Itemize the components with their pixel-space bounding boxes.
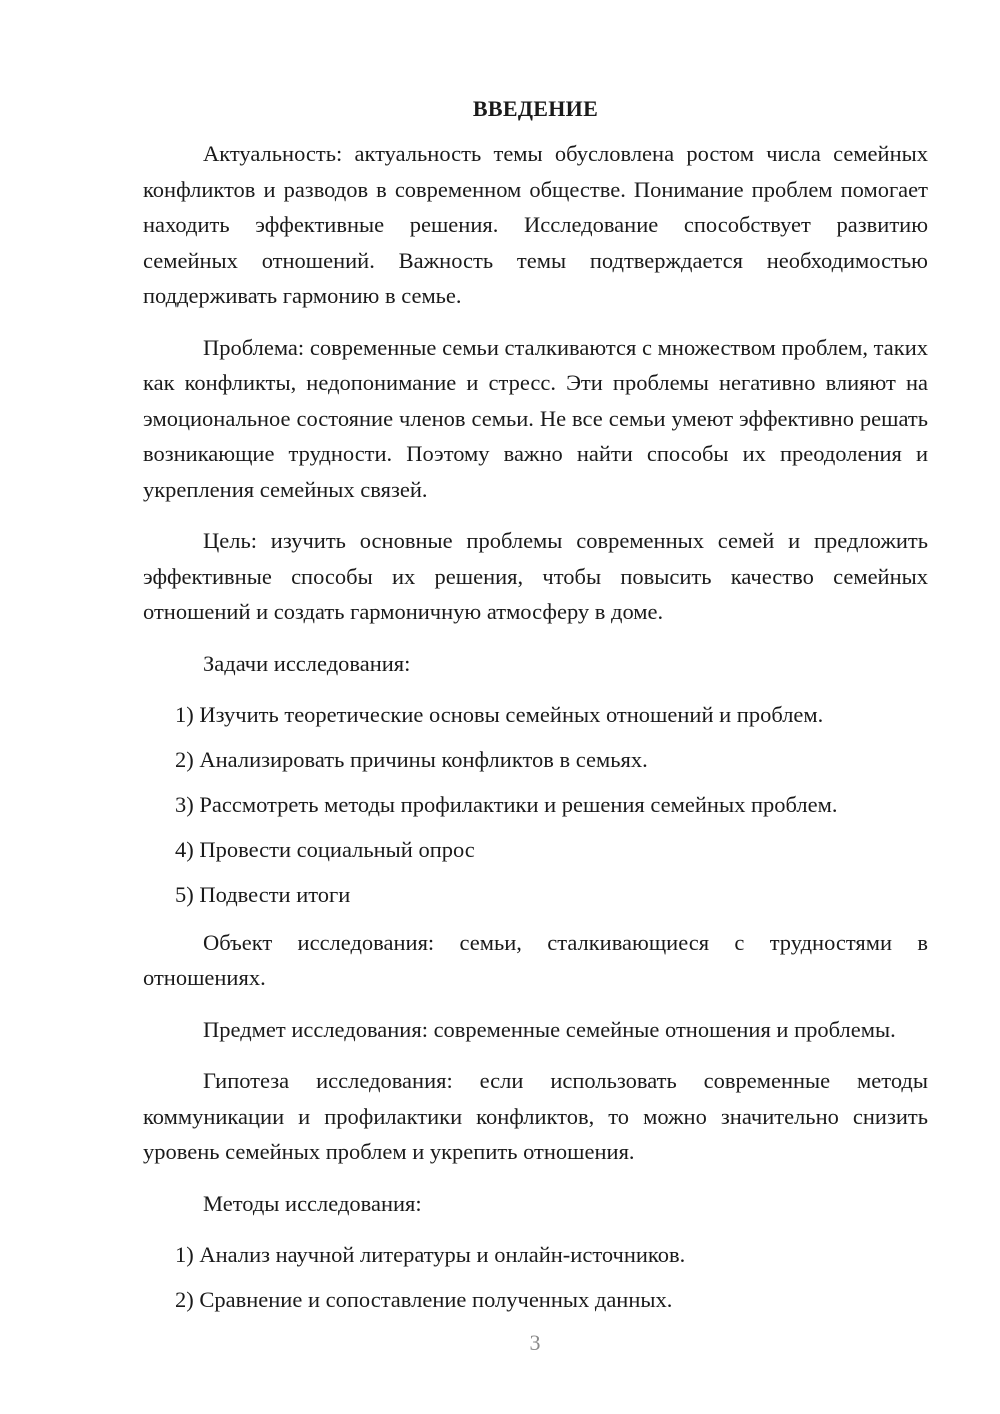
object-paragraph: Объект исследования: семьи, сталкивающиеся с трудностями в отношениях. [143,929,928,990]
goal-paragraph: Цель: изучить основные проблемы современных семей и предложить эффективные способы их решения, чтобы повысить качество семейных отношений и создать гармоничную атмосферу в доме. [143,528,928,624]
section-title: ВВЕДЕНИЕ [472,96,599,121]
task-item-1: 1) Изучить теоретические основы семейных отношений и проблем. [175,702,824,727]
task-item-3: 3) Рассмотреть методы профилактики и решения семейных проблем. [175,792,838,817]
method-item-1: 1) Анализ научной литературы и онлайн-источников. [175,1242,686,1267]
subject-paragraph: Предмет исследования: современные семейные отношения и проблемы. [203,1016,896,1042]
page-number: 3 [529,1330,541,1355]
task-item-5: 5) Подвести итоги [175,882,351,907]
problem-paragraph: Проблема: современные семьи сталкиваются с множеством проблем, таких как конфликты, недопонимание и стресс. Эти проблемы негативно влияют на эмоциональное состояние членов семьи. Не все семьи умеют эффективно решать возникающие трудности. Поэтому важно найти способы их преодоления и укрепления семейных связей. [143,334,928,502]
page-content [143,92,928,1327]
methods-heading: Методы исследования: [203,1190,422,1216]
tasks-heading: Задачи исследования: [203,650,411,676]
task-item-4: 4) Провести социальный опрос [175,837,475,862]
relevance-paragraph: Актуальность: актуальность темы обусловлена ростом числа семейных конфликтов и разводов в современном обществе. Понимание проблем помогает находить эффективные решения. Исследование способствует развитию семейных отношений. Важность темы подтверждается необходимостью поддерживать гармонию в семье. [143,141,928,308]
hypothesis-paragraph: Гипотеза исследования: если использовать современные методы коммуникации и профилактики конфликтов, то можно значительно снизить уровень семейных проблем и укрепить отношения. [143,1068,928,1164]
method-item-2: 2) Сравнение и сопоставление полученных данных. [175,1287,673,1312]
task-item-2: 2) Анализировать причины конфликтов в семьях. [175,747,648,772]
